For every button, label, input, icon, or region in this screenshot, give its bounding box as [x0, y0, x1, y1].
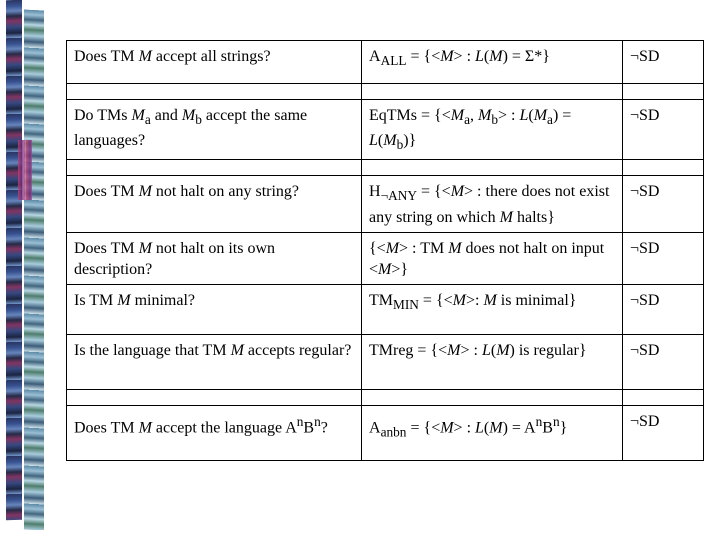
- status-cell: ¬SD: [623, 232, 704, 284]
- status-cell: ¬SD: [623, 176, 704, 232]
- question-cell: Is the language that TM M accepts regular?: [67, 334, 362, 389]
- language-cell: {<M> : TM M does not halt on input <M>}: [362, 232, 623, 284]
- status-cell: ¬SD: [623, 334, 704, 389]
- question-cell: Does TM M accept all strings?: [67, 41, 362, 84]
- question-cell: Do TMs $M_a$ and $M_b$ accept the same languages?: [67, 100, 362, 160]
- mosaic-band-accent: [18, 140, 32, 200]
- language-cell: EqTMs = {$<M_a$, $M_b>$ : $L(M_a) = L(M_b)$}: [362, 100, 623, 160]
- table-row: [67, 176, 704, 232]
- status-cell: ¬SD: [623, 41, 704, 84]
- language-cell: $TM_{MIN} = \{<M>$: M is minimal}: [362, 284, 623, 334]
- language-cell: $H_{\neg ANY} = \{<M>$ : there does not exist any string on which M halts}: [362, 176, 623, 232]
- question-cell: Does TM M not halt on any string?: [67, 176, 362, 232]
- status-cell: ¬SD: [623, 100, 704, 160]
- table-row: [67, 334, 704, 389]
- language-cell: $A_{ALL} = \{<M>$ : L(M) = Σ*}: [362, 41, 623, 84]
- mosaic-band-dark: [6, 0, 22, 520]
- status-cell: ¬SD: [623, 284, 704, 334]
- language-cell: $A_{anbn} = \{<M>$ : $L(M) = A^nB^n$}: [362, 405, 623, 460]
- table-row: [67, 405, 704, 460]
- undecidability-table: [66, 40, 704, 461]
- decorative-mosaic-border: [6, 0, 46, 530]
- question-cell: Is TM M minimal?: [67, 284, 362, 334]
- table-row: [67, 232, 704, 284]
- language-cell: TMreg = {<M> : L(M) is regular}: [362, 334, 623, 389]
- table-row: [67, 284, 704, 334]
- table-row: [67, 41, 704, 84]
- table-row: [67, 100, 704, 160]
- status-cell: ¬SD: [623, 405, 704, 460]
- question-cell: Does TM M accept the language $A^nB^n$?: [67, 405, 362, 460]
- question-cell: Does TM M not halt on its own description?: [67, 232, 362, 284]
- mosaic-band-light: [24, 9, 44, 530]
